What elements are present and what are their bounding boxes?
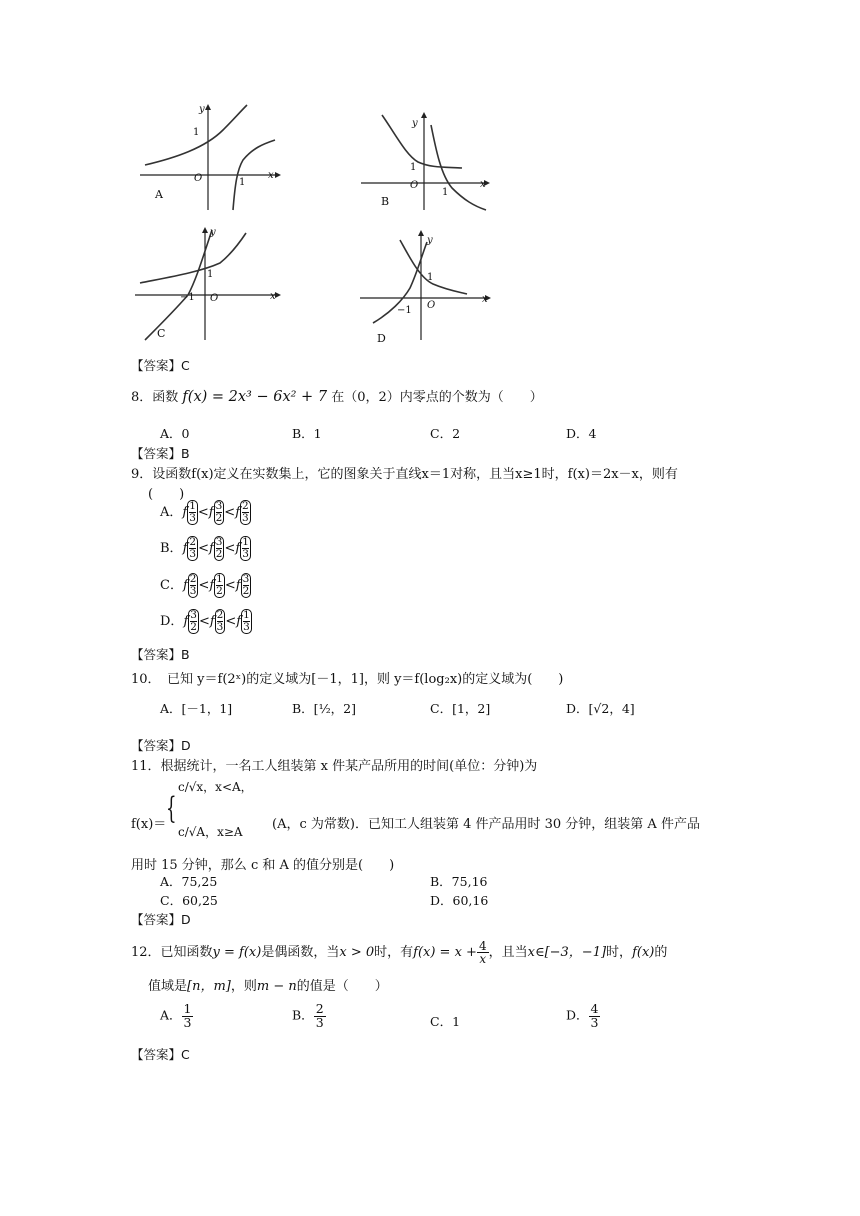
graph-c <box>130 225 285 345</box>
graph-c-x-label: x <box>270 291 276 302</box>
graph-a-y-label: y <box>199 104 205 115</box>
q8-option-b: B．1 <box>292 426 322 441</box>
graph-b-label: B <box>381 195 390 208</box>
graph-d-tick-x: −1 <box>397 305 412 316</box>
graph-d-origin: O <box>427 300 436 311</box>
q12-stem-line2: 值域是[n，m]，则m − n的值是（ ） <box>148 979 388 994</box>
q9-stem-line1: 9．设函数f(x)定义在实数集上，它的图象关于直线x＝1对称，且当x≥1时，f(x)＝2x－x，则有 <box>131 467 678 482</box>
q10-option-a: A．[－1，1] <box>160 701 233 716</box>
graph-b-tick-y: 1 <box>410 162 417 173</box>
graph-c-y-label: y <box>210 227 216 238</box>
graph-b <box>356 110 496 220</box>
q11-stem-line3: 用时 15 分钟，那么 c 和 A 的值分别是( ) <box>131 858 395 873</box>
graph-a-x-label: x <box>268 170 274 181</box>
q8-answer: 【答案】B <box>131 446 190 461</box>
q12-option-b: B． $\frac{2}{3}$ <box>292 1001 324 1030</box>
q11-option-a: A．75,25 <box>160 874 218 889</box>
graph-b-origin: O <box>410 180 419 191</box>
q11-case1: c/√x，x<A， <box>178 780 253 794</box>
q8-option-c: C．2 <box>430 426 461 441</box>
q11-stem-line1: 11．根据统计，一名工人组装第 x 件某产品所用的时间(单位：分钟)为 <box>131 759 538 774</box>
q12-option-c: C．1 <box>430 1014 461 1029</box>
q12-option-a: A． $\frac{1}{3}$ <box>160 1001 192 1030</box>
q11-stem-line2: (A，c 为常数)．已知工人组装第 4 件产品用时 30 分钟，组装第 A 件产品 <box>272 817 700 832</box>
q11-option-d: D．60,16 <box>430 893 489 908</box>
q9-option-a: A．f $\frac{1}{3}<f$ $\frac{3}{2}<f$ $\frac{2}{3}$ <box>160 500 249 525</box>
q11-fx: f(x)＝ <box>131 817 167 832</box>
q11-brace: { <box>166 791 177 826</box>
graph-c-origin: O <box>210 293 219 304</box>
graph-b-y-label: y <box>412 118 418 129</box>
graph-d-label: D <box>377 332 386 345</box>
q8-stem: 8．函数 f(x) = 2x³ − 6x² + 7 在（0，2）内零点的个数为（ ） <box>131 389 543 405</box>
q12-answer: 【答案】C <box>131 1047 190 1062</box>
q10-option-c: C．[1，2] <box>430 701 491 716</box>
q8-option-a: A．0 <box>160 426 190 441</box>
q9-option-b: B．f $\frac{2}{3}<f$ $\frac{3}{2}<f$ $\frac{1}{3}$ <box>160 536 249 561</box>
q10-answer: 【答案】D <box>131 738 191 753</box>
q12-stem-line1: 12．已知函数y = f(x)是偶函数，当x > 0时，有f(x) = x + $\frac{4}{x}$ ，且当x∈[−3，−1]时，f(x)的 <box>131 939 668 966</box>
graph-d-x-label: x <box>482 294 488 305</box>
graph-c-label: C <box>157 327 166 340</box>
graph-d <box>355 228 495 348</box>
graph-d-y-label: y <box>427 235 433 246</box>
graph-d-tick-y: 1 <box>427 272 434 283</box>
q9-option-c: C．f $\frac{2}{3}<f$ $\frac{1}{2}<f$ $\frac{3}{2}$ <box>160 573 250 598</box>
q9-stem-line2: ( ) <box>148 487 185 502</box>
graph-c-tick-y: 1 <box>207 269 214 280</box>
q12-option-d: D． $\frac{4}{3}$ <box>566 1001 599 1030</box>
q8-option-d: D．4 <box>566 426 597 441</box>
q10-stem: 10． 已知 y＝f(2ˣ)的定义域为[－1，1]，则 y＝f(log₂x)的定义域为( ) <box>131 672 564 687</box>
graph-c-tick-x: −1 <box>180 292 195 303</box>
graph-b-tick-x: 1 <box>442 187 449 198</box>
q9-option-d: D．f $\frac{3}{2}<f$ $\frac{2}{3}<f$ $\frac{1}{3}$ <box>160 609 250 634</box>
q8-formula: f(x) = 2x³ − 6x² + 7 <box>182 389 328 405</box>
q11-answer: 【答案】D <box>131 912 191 927</box>
q10-option-b: B．[½，2] <box>292 701 357 716</box>
graph-a-tick-y: 1 <box>193 127 200 138</box>
q11-option-c: C．60,25 <box>160 893 218 908</box>
q9-answer: 【答案】B <box>131 647 190 662</box>
q10-option-d: D．[√2，4] <box>566 701 635 716</box>
graph-a-tick-x: 1 <box>239 177 246 188</box>
graph-a-origin: O <box>194 173 203 184</box>
graph-a <box>135 100 285 215</box>
q7-answer: 【答案】C <box>131 358 190 373</box>
graph-a-label: A <box>155 188 163 201</box>
q11-case2: c/√A，x≥A <box>178 825 243 839</box>
q11-option-b: B．75,16 <box>430 874 488 889</box>
graph-b-x-label: x <box>480 179 486 190</box>
